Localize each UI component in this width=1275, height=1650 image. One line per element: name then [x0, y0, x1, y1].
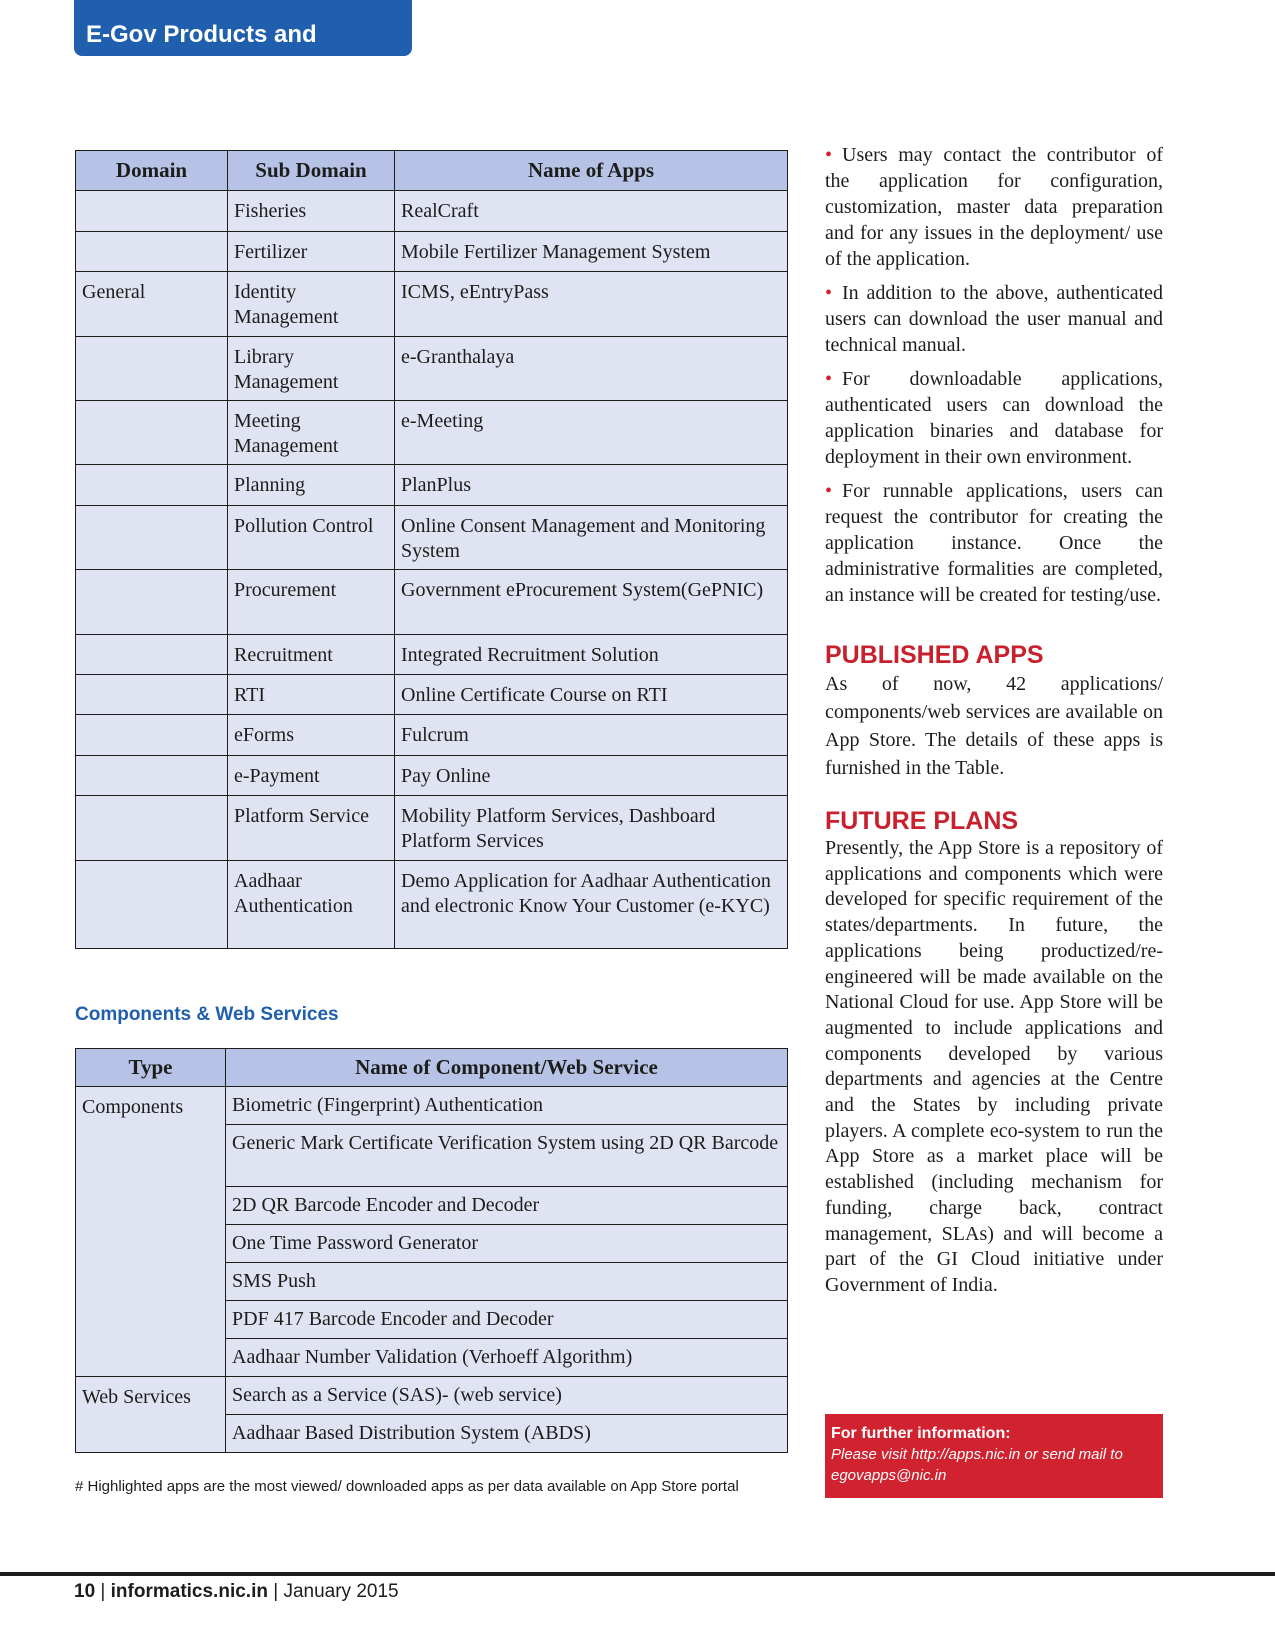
- cell-domain: [76, 715, 228, 756]
- cell-apps: Online Certificate Course on RTI: [395, 675, 788, 715]
- cell-apps: Government eProcurement System(GePNIC): [395, 570, 788, 635]
- cell-component-name: SMS Push: [226, 1263, 788, 1301]
- cell-sub: Fisheries: [228, 191, 395, 232]
- cell-component-name: One Time Password Generator: [226, 1225, 788, 1263]
- footer-separator: |: [100, 1581, 111, 1602]
- bullet-icon: •: [825, 282, 833, 304]
- table-row: [76, 401, 788, 465]
- cell-sub: Aadhaar Authentication: [228, 861, 395, 949]
- table-footnote: # Highlighted apps are the most viewed/ downloaded apps as per data available on App Store portal: [75, 1478, 739, 1495]
- components-table: [75, 1048, 788, 1453]
- cell-apps: Mobile Fertilizer Management System: [395, 232, 788, 272]
- cell-component-name: 2D QR Barcode Encoder and Decoder: [226, 1187, 788, 1225]
- cell-domain: [76, 506, 228, 570]
- bullet-item: [825, 142, 1163, 272]
- cell-sub: eForms: [228, 715, 395, 756]
- page-footer: [74, 1580, 399, 1604]
- cell-sub: RTI: [228, 675, 395, 715]
- cell-component-name: Aadhaar Based Distribution System (ABDS): [226, 1415, 788, 1453]
- cell-sub: Platform Service: [228, 796, 395, 861]
- table-row: [76, 232, 788, 272]
- cell-domain: [76, 570, 228, 635]
- table-row: [76, 715, 788, 756]
- future-plans-heading: FUTURE PLANS: [825, 807, 1019, 835]
- footer-separator: |: [273, 1581, 284, 1602]
- cell-sub: Library Management: [228, 337, 395, 401]
- cell-type: Components: [76, 1087, 226, 1377]
- cell-component-name: Search as a Service (SAS)- (web service): [226, 1377, 788, 1415]
- table-row: [76, 1377, 788, 1415]
- apps-table: [75, 150, 788, 949]
- bullet-item: [825, 366, 1163, 470]
- cell-domain: [76, 675, 228, 715]
- footer-rule: [0, 1572, 1275, 1576]
- info-box-text: Please visit http://apps.nic.in or send mail to egovapps@nic.in: [831, 1446, 1123, 1484]
- info-box-title: For further information:: [831, 1425, 1011, 1442]
- column-header-domain: Domain: [76, 151, 228, 191]
- table-row: [76, 272, 788, 337]
- cell-apps: Pay Online: [395, 756, 788, 796]
- column-header-component-name: Name of Component/Web Service: [226, 1049, 788, 1087]
- components-section-caption: Components & Web Services: [75, 1004, 339, 1025]
- bullet-text: For runnable applications, users can request the contributor for creating the application instance. Once the administrative formalities are completed, an instance will be created for testing/use.: [825, 480, 1163, 606]
- cell-domain: [76, 337, 228, 401]
- cell-domain: [76, 401, 228, 465]
- apps-table-body: [76, 191, 788, 949]
- future-plans-text: Presently, the App Store is a repository of applications and components which were developed for specific requirement of the states/departments. In future, the applications being productized/re-engineered will be made available on the National Cloud for use. App Store will be augmented to include applications and components developed by various departments and agencies at the Centre and the States by including private players. A complete eco-system to run the App Store as a market place will be established (including mechanism for funding, charge back, contract management, SLAs) and will become a part of the GI Cloud initiative under Government of India.: [825, 837, 1163, 1296]
- cell-apps: ICMS, eEntryPass: [395, 272, 788, 337]
- cell-apps: Fulcrum: [395, 715, 788, 756]
- further-information-box: [825, 1414, 1163, 1498]
- components-table-body: [76, 1087, 788, 1453]
- cell-apps: Integrated Recruitment Solution: [395, 635, 788, 675]
- cell-domain: [76, 191, 228, 232]
- table-row: [76, 756, 788, 796]
- footer-site: informatics.nic.in: [110, 1581, 268, 1602]
- bullet-item: [825, 280, 1163, 358]
- cell-domain: [76, 465, 228, 506]
- cell-apps: RealCraft: [395, 191, 788, 232]
- cell-type: Web Services: [76, 1377, 226, 1453]
- cell-sub: Pollution Control: [228, 506, 395, 570]
- bullet-text: For downloadable applications, authenticated users can download the application binaries and database for deployment in their own environment.: [825, 368, 1163, 468]
- column-header-name-of-apps: Name of Apps: [395, 151, 788, 191]
- table-row: [76, 861, 788, 949]
- footer-date: January 2015: [283, 1581, 399, 1602]
- published-apps-text: As of now, 42 applications/ components/web services are available on App Store. The details of these apps is furnished in the Table.: [825, 673, 1163, 779]
- cell-domain: [76, 756, 228, 796]
- cell-apps: PlanPlus: [395, 465, 788, 506]
- table-row: [76, 506, 788, 570]
- page-number: 10: [74, 1581, 96, 1602]
- bullet-icon: •: [825, 368, 833, 390]
- table-row: [76, 796, 788, 861]
- cell-component-name: PDF 417 Barcode Encoder and Decoder: [226, 1301, 788, 1339]
- table-row: [76, 1087, 788, 1125]
- cell-apps: Demo Application for Aadhaar Authentication and electronic Know Your Customer (e-KYC): [395, 861, 788, 949]
- cell-sub: Planning: [228, 465, 395, 506]
- cell-sub: e-Payment: [228, 756, 395, 796]
- bullet-item: [825, 478, 1163, 608]
- cell-apps: e-Granthalaya: [395, 337, 788, 401]
- cell-apps: e-Meeting: [395, 401, 788, 465]
- cell-component-name: Aadhaar Number Validation (Verhoeff Algorithm): [226, 1339, 788, 1377]
- table-row: [76, 570, 788, 635]
- cell-component-name: Generic Mark Certificate Verification System using 2D QR Barcode: [226, 1125, 788, 1187]
- column-header-type: Type: [76, 1049, 226, 1087]
- bullet-text: Users may contact the contributor of the application for configuration, customization, master data preparation and for any issues in the deployment/ use of the application.: [825, 144, 1163, 270]
- cell-domain: [76, 232, 228, 272]
- cell-sub: Meeting Management: [228, 401, 395, 465]
- table-row: [76, 635, 788, 675]
- table-row: [76, 465, 788, 506]
- bullet-text: In addition to the above, authenticated users can download the user manual and technical manual.: [825, 282, 1163, 356]
- cell-domain: General: [76, 272, 228, 337]
- cell-apps: Online Consent Management and Monitoring System: [395, 506, 788, 570]
- table-row: [76, 191, 788, 232]
- right-column: [825, 142, 1163, 1299]
- bullet-icon: •: [825, 480, 833, 502]
- cell-domain: [76, 861, 228, 949]
- cell-component-name: Biometric (Fingerprint) Authentication: [226, 1087, 788, 1125]
- cell-sub: Recruitment: [228, 635, 395, 675]
- cell-apps: Mobility Platform Services, Dashboard Platform Services: [395, 796, 788, 861]
- cell-domain: [76, 796, 228, 861]
- cell-sub: Procurement: [228, 570, 395, 635]
- section-header-tab: E-Gov Products and Services: [74, 0, 412, 56]
- table-row: [76, 675, 788, 715]
- cell-domain: [76, 635, 228, 675]
- published-apps-heading: PUBLISHED APPS: [825, 641, 1044, 669]
- cell-sub: Fertilizer: [228, 232, 395, 272]
- bullet-icon: •: [825, 144, 833, 166]
- column-header-sub-domain: Sub Domain: [228, 151, 395, 191]
- cell-sub: Identity Management: [228, 272, 395, 337]
- table-row: [76, 337, 788, 401]
